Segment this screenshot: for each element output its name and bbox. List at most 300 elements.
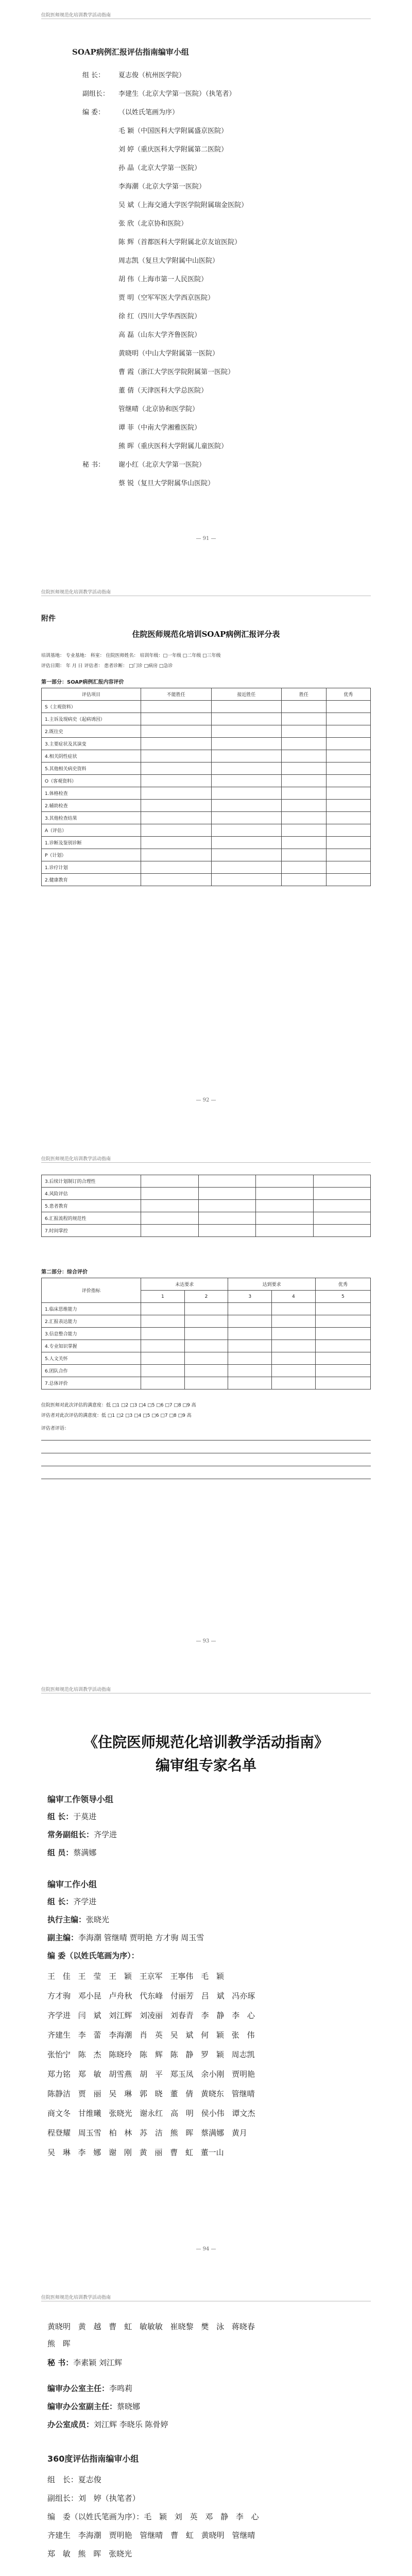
criterion-cell: O（客观资料） <box>42 775 141 787</box>
roster-name: 贾 明（空军军医大学西京医院） <box>118 294 215 302</box>
roster-line <box>82 403 199 413</box>
page-number: — 93 — <box>196 1638 216 1644</box>
table-row <box>42 1200 371 1212</box>
criterion-cell: 3.后续计划制订的合理性 <box>42 1175 141 1188</box>
criterion-cell: 5.其他相关病史资料 <box>42 762 141 775</box>
role-names: 李素颖 刘江辉 <box>73 2358 123 2367</box>
roster-role: 编 委： <box>82 109 105 116</box>
table-row <box>42 861 371 874</box>
score-cell[interactable] <box>256 1200 314 1212</box>
score-cell[interactable] <box>141 725 212 738</box>
roster-role: 副组长： <box>82 90 110 98</box>
score-cell[interactable] <box>141 861 212 874</box>
table-row <box>42 1328 371 1340</box>
score-cell[interactable] <box>141 1303 185 1315</box>
leadership-executive <box>47 1829 117 1840</box>
score-cell[interactable] <box>211 701 282 713</box>
roster-line <box>82 478 214 487</box>
roster-line <box>82 125 228 135</box>
score-cell[interactable] <box>282 812 326 824</box>
member-names-line: 郑力铭 郑 敏 胡雪燕 胡 平 郑玉凤 余小刚 贾明艳 <box>47 2070 255 2079</box>
table-row <box>42 824 371 837</box>
page-5 <box>0 2282 412 2576</box>
working-chief-editor <box>47 1914 109 1925</box>
roster-role: 组 长： <box>82 72 105 79</box>
group-line: 齐建生 李海潮 贾明艳 管继晴 曹 虹 黄晓明 管继晴 <box>47 2531 255 2540</box>
score-cell[interactable] <box>141 1212 199 1225</box>
score-cell[interactable] <box>211 861 282 874</box>
table-header-row <box>42 688 371 701</box>
role-label: 编 委（以姓氏笔画为序）： <box>47 1951 139 1960</box>
roster-title: SOAP病例汇报评估指南编审小组 <box>72 47 189 57</box>
score-cell[interactable] <box>141 1175 199 1188</box>
roster-role: 秘 书： <box>82 461 105 469</box>
criterion-cell: 7.总体评价 <box>42 1377 141 1389</box>
role-names: 李鸣莉 <box>109 2384 133 2393</box>
leadership-member <box>47 1847 96 1858</box>
member-names-line: 陈静洁 贾 丽 吴 琳 郭 晓 董 倩 黄晓东 管继晴 <box>47 2089 255 2098</box>
score-cell[interactable] <box>326 874 370 886</box>
score-cell[interactable] <box>141 1328 185 1340</box>
score-cell[interactable] <box>141 1188 199 1200</box>
column-header: 未达要求 <box>141 1278 228 1291</box>
table-row <box>42 775 371 787</box>
role-names: 蔡晓娜 <box>117 2402 141 2411</box>
running-header: 住院医师规范化培训教学活动指南 <box>41 13 111 18</box>
role-label: 组 员： <box>47 1848 74 1857</box>
score-cell[interactable] <box>141 775 212 787</box>
roster-line <box>82 274 208 283</box>
table-row <box>42 1352 371 1365</box>
score-cell[interactable] <box>141 738 212 750</box>
table-row <box>42 725 371 738</box>
score-cell[interactable] <box>326 849 370 861</box>
score-cell[interactable] <box>272 1377 316 1389</box>
office-staff <box>47 2419 168 2430</box>
score-cell[interactable] <box>313 1200 371 1212</box>
roster-line <box>82 218 187 228</box>
annex-label: 附件 <box>41 615 56 623</box>
role-label: 副主编： <box>47 1933 79 1942</box>
role-names: 于莫进 <box>73 1812 97 1821</box>
roster-name: （以姓氏笔画为序） <box>118 109 179 116</box>
column-header: 优秀 <box>326 688 370 701</box>
score-cell[interactable] <box>198 1188 256 1200</box>
form-title: 住院医师规范化培训SOAP病例汇报评分表 <box>132 630 280 639</box>
resident-satisfaction: 住院医师对此次评估的满意度：低 □1 □2 □3 □4 □5 □6 □7 □8 □9 高 <box>41 1403 196 1408</box>
score-cell[interactable] <box>326 725 370 738</box>
criterion-cell: 3.其他检查结果 <box>42 812 141 824</box>
score-cell[interactable] <box>326 861 370 874</box>
table-row <box>42 1303 371 1315</box>
score-cell[interactable] <box>326 812 370 824</box>
roster-line <box>82 348 219 358</box>
roster-name: 毛 颖（中国医科大学附属盛京医院） <box>118 127 228 135</box>
role-label: 编审办公室主任： <box>47 2384 110 2393</box>
score-cell[interactable] <box>315 1328 370 1340</box>
roster-line <box>82 70 185 79</box>
column-header: 优秀 <box>315 1278 370 1291</box>
score-cell[interactable] <box>184 1377 228 1389</box>
table-row <box>42 1315 371 1328</box>
working-members-label <box>47 1950 139 1961</box>
score-cell[interactable] <box>184 1303 228 1315</box>
criterion-cell: 2.辅助检查 <box>42 800 141 812</box>
roster-name: 谢小红（北京大学第一医院） <box>118 461 206 469</box>
score-cell[interactable] <box>198 1225 256 1237</box>
score-cell[interactable] <box>326 787 370 800</box>
score-cell[interactable] <box>282 861 326 874</box>
office-director <box>47 2383 132 2394</box>
role-label: 组 长： <box>47 1897 74 1906</box>
score-cell[interactable] <box>282 787 326 800</box>
score-cell[interactable] <box>282 775 326 787</box>
roster-name: 熊 晖（重庆医科大学附属儿童医院） <box>118 443 228 450</box>
page-number: — 91 — <box>196 536 216 541</box>
table-row <box>42 874 371 886</box>
criterion-cell: A（评估） <box>42 824 141 837</box>
score-cell[interactable] <box>313 1225 371 1237</box>
score-cell[interactable] <box>326 800 370 812</box>
score-cell[interactable] <box>282 837 326 849</box>
score-cell[interactable] <box>141 1352 185 1365</box>
working-leader <box>47 1896 96 1907</box>
table-row <box>42 738 371 750</box>
criterion-cell: 5.人文关怀 <box>42 1352 141 1365</box>
table-row <box>42 787 371 800</box>
score-cell[interactable] <box>184 1315 228 1328</box>
scale-cell: 4 <box>272 1291 316 1303</box>
score-cell[interactable] <box>326 775 370 787</box>
score-cell[interactable] <box>141 849 212 861</box>
score-cell[interactable] <box>211 775 282 787</box>
member-names-line: 商文冬 甘维曦 张晓光 谢永红 高 明 侯小伟 谭文杰 <box>47 2109 255 2118</box>
score-cell[interactable] <box>326 750 370 762</box>
table-row <box>42 762 371 775</box>
score-cell[interactable] <box>272 1340 316 1352</box>
score-cell[interactable] <box>326 824 370 837</box>
score-cell[interactable] <box>313 1188 371 1200</box>
table-row <box>42 750 371 762</box>
score-cell[interactable] <box>141 1315 185 1328</box>
scale-cell: 5 <box>315 1291 370 1303</box>
table-row <box>42 1365 371 1377</box>
criterion-cell: P（计划） <box>42 849 141 861</box>
role-label: 组 长： <box>47 1812 74 1821</box>
roster-line <box>82 88 236 98</box>
score-cell[interactable] <box>326 837 370 849</box>
criterion-cell: 1.诊断及鉴别诊断 <box>42 837 141 849</box>
roster-name: 谭 菲（中南大学湘雅医院） <box>118 424 201 432</box>
roster-name: 胡 伟（上海市第一人民医院） <box>118 276 208 283</box>
score-cell[interactable] <box>141 874 212 886</box>
scale-cell: 3 <box>228 1291 272 1303</box>
score-cell[interactable] <box>211 787 282 800</box>
score-cell[interactable] <box>228 1377 272 1389</box>
role-names: 刘江辉 李晓乐 陈骨婷 <box>94 2420 168 2429</box>
running-header: 住院医师规范化培训教学活动指南 <box>41 2295 111 2300</box>
table-row <box>42 837 371 849</box>
score-cell[interactable] <box>141 762 212 775</box>
column-header: 不能胜任 <box>141 688 212 701</box>
score-cell[interactable] <box>282 824 326 837</box>
role-label: 执行主编： <box>47 1915 87 1924</box>
page-3 <box>0 1144 412 1659</box>
role-names: 蔡满娜 <box>73 1848 97 1857</box>
criterion-cell: 3.信息整合能力 <box>42 1328 141 1340</box>
criterion-cell: 1.诊疗计划 <box>42 861 141 874</box>
running-header: 住院医师规范化培训教学活动指南 <box>41 590 111 595</box>
criterion-cell: 2.健康教育 <box>42 874 141 886</box>
column-header: 接近胜任 <box>211 688 282 701</box>
score-cell[interactable] <box>315 1340 370 1352</box>
score-cell[interactable] <box>315 1377 370 1389</box>
roster-line <box>82 329 201 339</box>
score-cell[interactable] <box>198 1212 256 1225</box>
section-1-title: 第一部分：SOAP病例汇报内容评价 <box>41 680 124 685</box>
table-row <box>42 1188 371 1200</box>
score-cell[interactable] <box>272 1352 316 1365</box>
roster-line <box>82 422 201 432</box>
column-header: 评价指标 <box>42 1278 141 1303</box>
role-names: 李海潮 管继晴 贾明艳 方才驹 周玉雪 <box>78 1933 204 1942</box>
roster-line <box>82 199 248 209</box>
score-cell[interactable] <box>211 750 282 762</box>
names-continued-2: 熊 晖 <box>47 2339 71 2348</box>
score-cell[interactable] <box>272 1315 316 1328</box>
member-names-line: 王 佳 王 莹 王 颖 王京军 王寧伟 毛 颖 <box>47 1972 224 1981</box>
score-cell[interactable] <box>326 713 370 725</box>
table-row <box>42 849 371 861</box>
criterion-cell: 6.汇报流程的规范性 <box>42 1212 141 1225</box>
expert-list-title-2: 编审组专家名单 <box>155 1757 256 1774</box>
assessor-comment-label: 评估者评语： <box>41 1426 70 1431</box>
roster-line <box>82 292 214 302</box>
group-line: 副组长：刘 婷（执笔者） <box>47 2494 140 2503</box>
score-cell[interactable] <box>198 1200 256 1212</box>
score-cell[interactable] <box>282 800 326 812</box>
score-cell[interactable] <box>141 1365 185 1377</box>
score-cell[interactable] <box>211 738 282 750</box>
roster-name: 夏志俊（杭州医学院） <box>118 72 186 79</box>
score-cell[interactable] <box>315 1352 370 1365</box>
score-cell[interactable] <box>141 787 212 800</box>
roster-name: 李海潮（北京大学第一医院） <box>118 183 206 191</box>
score-cell[interactable] <box>211 812 282 824</box>
criterion-cell: 3.主要症状及其演变 <box>42 738 141 750</box>
roster-name: 董 倩（天津医科大学总医院） <box>118 387 208 395</box>
criterion-cell: 7.时间掌控 <box>42 1225 141 1237</box>
role-label: 常务副组长： <box>47 1830 94 1839</box>
column-header: 胜任 <box>282 688 326 701</box>
score-cell[interactable] <box>282 738 326 750</box>
criterion-cell: 2.汇报表达能力 <box>42 1315 141 1328</box>
form-info-line-1: 培训基地： 专业基地： 科室： 住院医师姓名： 培训年级：□一年级 □二年级 □三年级 <box>41 653 221 658</box>
score-cell[interactable] <box>211 874 282 886</box>
scale-cell: 2 <box>184 1291 228 1303</box>
score-cell[interactable] <box>211 762 282 775</box>
group-line: 组 长：夏志俊 <box>47 2475 101 2484</box>
role-label: 办公室成员： <box>47 2420 94 2429</box>
score-cell[interactable] <box>141 824 212 837</box>
score-cell[interactable] <box>256 1188 314 1200</box>
criterion-cell: 1.体格检查 <box>42 787 141 800</box>
page-number: — 92 — <box>196 1097 216 1103</box>
score-cell[interactable] <box>282 701 326 713</box>
score-cell[interactable] <box>228 1352 272 1365</box>
assessor-satisfaction: 评估者对此次评估的满意度：低 □1 □2 □3 □4 □5 □6 □7 □8 □9 高 <box>41 1413 192 1418</box>
roster-line <box>82 440 228 450</box>
score-cell[interactable] <box>211 800 282 812</box>
score-cell[interactable] <box>141 812 212 824</box>
running-header: 住院医师规范化培训教学活动指南 <box>41 1687 111 1692</box>
score-cell[interactable] <box>141 701 212 713</box>
member-names-line: 齐学进 闫 斌 刘江辉 刘凌丽 刘春青 李 静 李 心 <box>47 2011 255 2020</box>
score-cell[interactable] <box>315 1365 370 1377</box>
soap-content-table <box>41 688 371 886</box>
score-cell[interactable] <box>228 1365 272 1377</box>
score-cell[interactable] <box>282 750 326 762</box>
roster-name: 陈 辉（首都医科大学附属北京友谊医院） <box>118 239 242 246</box>
working-deputy-editor <box>47 1932 204 1943</box>
score-cell[interactable] <box>228 1315 272 1328</box>
roster-name: 管继晴（北京协和医学院） <box>118 405 199 413</box>
criterion-cell: 4.专业知识掌握 <box>42 1340 141 1352</box>
score-cell[interactable] <box>282 762 326 775</box>
role-label: 秘 书： <box>47 2358 74 2367</box>
member-names-line: 吴 琳 李 娜 谢 刚 黄 丽 曹 虹 董一山 <box>47 2148 224 2157</box>
roster-line <box>82 162 201 172</box>
score-cell[interactable] <box>228 1328 272 1340</box>
score-cell[interactable] <box>184 1365 228 1377</box>
score-cell[interactable] <box>141 1200 199 1212</box>
score-cell[interactable] <box>313 1212 371 1225</box>
table-row <box>42 1377 371 1389</box>
roster-line <box>82 236 241 246</box>
score-cell[interactable] <box>198 1175 256 1188</box>
score-cell[interactable] <box>228 1340 272 1352</box>
roster-line <box>82 144 228 154</box>
member-names-line: 齐建生 李 蕾 李海潮 肖 英 吴 斌 何 颖 张 伟 <box>47 2030 255 2040</box>
roster-line <box>82 311 201 320</box>
office-deputy <box>47 2401 140 2412</box>
score-cell[interactable] <box>211 837 282 849</box>
page-2 <box>0 577 412 1123</box>
running-header: 住院医师规范化培训教学活动指南 <box>41 1157 111 1162</box>
group-title-leadership: 编审工作领导小组 <box>47 1794 114 1804</box>
table-row <box>42 1212 371 1225</box>
score-cell[interactable] <box>184 1352 228 1365</box>
score-cell[interactable] <box>211 725 282 738</box>
score-cell[interactable] <box>313 1175 371 1188</box>
group-line: 郑 敏 熊 晖 张晓光 <box>47 2549 132 2558</box>
score-cell[interactable] <box>256 1212 314 1225</box>
score-cell[interactable] <box>272 1365 316 1377</box>
expert-list-title-1: 《住院医师规范化培训教学活动指南》 <box>83 1734 329 1751</box>
score-cell[interactable] <box>326 762 370 775</box>
roster-line <box>82 366 234 376</box>
score-cell[interactable] <box>184 1328 228 1340</box>
score-cell[interactable] <box>326 738 370 750</box>
table-header-row <box>42 1278 371 1291</box>
criterion-cell: S（主观资料） <box>42 701 141 713</box>
role-label: 编审办公室副主任： <box>47 2402 117 2411</box>
score-cell[interactable] <box>326 701 370 713</box>
overall-evaluation-table <box>41 1278 371 1389</box>
member-names-line: 方才驹 邓小昆 卢舟秋 代东峰 付丽芳 吕 斌 冯亦琢 <box>47 1991 255 2001</box>
score-cell[interactable] <box>282 874 326 886</box>
criterion-cell: 2.既往史 <box>42 725 141 738</box>
page-1 <box>0 0 412 556</box>
page-4 <box>0 1674 412 2267</box>
roster-name: 曹 霞（浙江大学医学院附属第一医院） <box>118 368 235 376</box>
member-names-line: 张怡宁 陈 杰 陈晓玲 陈 辉 陈 静 罗 颖 周志凯 <box>47 2050 255 2059</box>
score-cell[interactable] <box>184 1340 228 1352</box>
score-cell[interactable] <box>211 849 282 861</box>
score-cell[interactable] <box>272 1303 316 1315</box>
group-line: 编 委（以姓氏笔画为序）：毛 颖 刘 英 邓 静 李 心 <box>47 2512 259 2521</box>
score-cell[interactable] <box>211 824 282 837</box>
column-header: 达到要求 <box>228 1278 315 1291</box>
table-row <box>42 713 371 725</box>
score-cell[interactable] <box>256 1175 314 1188</box>
score-cell[interactable] <box>228 1303 272 1315</box>
names-continued: 黄晓明 黄 越 曹 虹 敏敏敏 崔晓黎 樊 泳 蒋晓春 <box>47 2322 255 2331</box>
criterion-cell: 5.患者教育 <box>42 1200 141 1212</box>
soap-content-table-continued <box>41 1175 371 1237</box>
roster-name: 刘 婷（重庆医科大学附属第二医院） <box>118 146 228 154</box>
score-cell[interactable] <box>141 750 212 762</box>
score-cell[interactable] <box>141 1225 199 1237</box>
roster-line <box>82 459 205 469</box>
group-title-working: 编审工作小组 <box>47 1879 97 1889</box>
criterion-cell: 1.临床思维能力 <box>42 1303 141 1315</box>
page-number: — 94 — <box>196 2246 216 2252</box>
roster-name: 高 磊（山东大学齐鲁医院） <box>118 331 201 339</box>
role-names: 张晓光 <box>86 1915 110 1924</box>
roster-name: 周志凯（复旦大学附属中山医院） <box>118 257 219 265</box>
score-cell[interactable] <box>272 1328 316 1340</box>
roster-line <box>82 107 179 116</box>
form-info-line-2: 评估日期： 年 月 日 评估者： 患者诊断： □门诊 □病房 □急诊 <box>41 664 173 669</box>
score-cell[interactable] <box>256 1225 314 1237</box>
member-names-line: 程登耀 周玉雪 柏 林 苏 洁 熊 晖 蔡满娜 黄月 <box>47 2128 247 2138</box>
score-cell[interactable] <box>141 837 212 849</box>
column-header: 评估项目 <box>42 688 141 701</box>
leadership-leader <box>47 1811 96 1822</box>
criterion-cell: 4.相关阴性症状 <box>42 750 141 762</box>
scale-cell: 1 <box>141 1291 185 1303</box>
roster-name: 黄晓明（中山大学附属第一医院） <box>118 350 219 358</box>
table-row <box>42 1340 371 1352</box>
score-cell[interactable] <box>141 713 212 725</box>
score-cell[interactable] <box>315 1315 370 1328</box>
section-2-title: 第二部分：综合评价 <box>41 1269 88 1275</box>
score-cell[interactable] <box>315 1303 370 1315</box>
score-cell[interactable] <box>282 849 326 861</box>
criterion-cell: 6.团队合作 <box>42 1365 141 1377</box>
score-cell[interactable] <box>141 1377 185 1389</box>
table-row <box>42 1175 371 1188</box>
role-names: 齐学进 <box>94 1830 117 1839</box>
score-cell[interactable] <box>211 713 282 725</box>
score-cell[interactable] <box>282 713 326 725</box>
roster-name: 蔡 锐（复旦大学附属华山医院） <box>118 480 215 487</box>
score-cell[interactable] <box>141 800 212 812</box>
score-cell[interactable] <box>282 725 326 738</box>
roster-line <box>82 255 219 265</box>
score-cell[interactable] <box>141 1340 185 1352</box>
